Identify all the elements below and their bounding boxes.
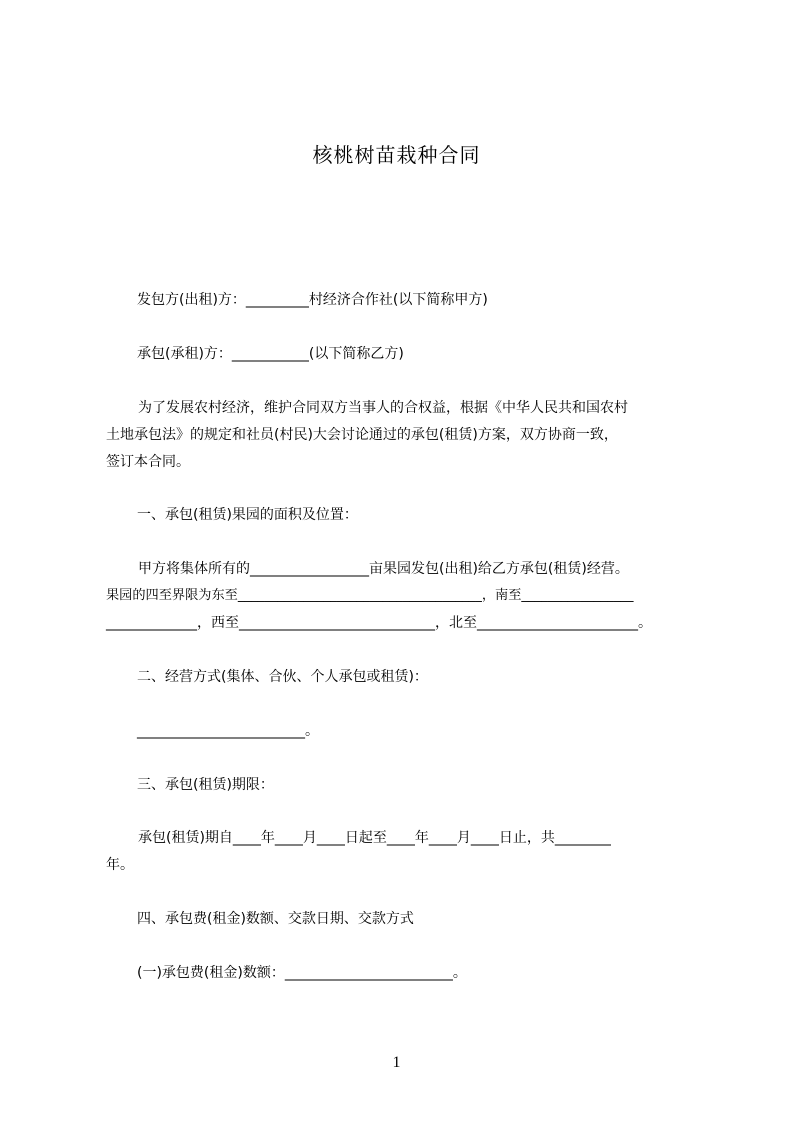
contract-title: 核桃树苗栽种合同 [312,143,481,167]
preamble-line-2: 土地承包法》的规定和社员(村民)大会讨论通过的承包(租赁)方案，双方协商一致， [106,427,618,443]
section-1-line-3: _____________，西至____________________________，北至_______________________。 [106,615,652,631]
party-b-line: 承包(承租)方：___________(以下简称乙方) [137,346,404,362]
preamble-line-3: 签订本合同。 [106,454,190,470]
section-2-blank: ________________________。 [137,723,319,739]
page-number: 1 [392,1054,401,1071]
section-1-line-2: 果园的四至界限为东至_____________________________________，南至_________________ [106,588,634,603]
preamble-line-1: 为了发展农村经济，维护合同双方当事人的合权益，根据《中华人民共和国农村 [138,400,628,416]
section-2-heading: 二、经营方式(集体、合伙、个人承包或租赁)： [137,669,428,685]
section-4-heading: 四、承包费(租金)数额、交款日期、交款方式 [137,911,414,927]
section-3-line-2: 年。 [106,857,134,873]
party-a-line: 发包方(出租)方：_________村经济合作社(以下简称甲方) [137,292,488,308]
section-3-heading: 三、承包(租赁)期限： [137,777,274,793]
section-4-item-1: (一)承包费(租金)数额：________________________。 [137,965,467,981]
section-3-line-1: 承包(租赁)期自____年____月____日起至____年____月____日止，共________ [138,830,611,846]
section-1-line-1: 甲方将集体所有的_________________亩果园发包(出租)给乙方承包(租赁)经营。 [138,561,629,577]
section-1-heading: 一、承包(租赁)果园的面积及位置： [137,507,358,523]
